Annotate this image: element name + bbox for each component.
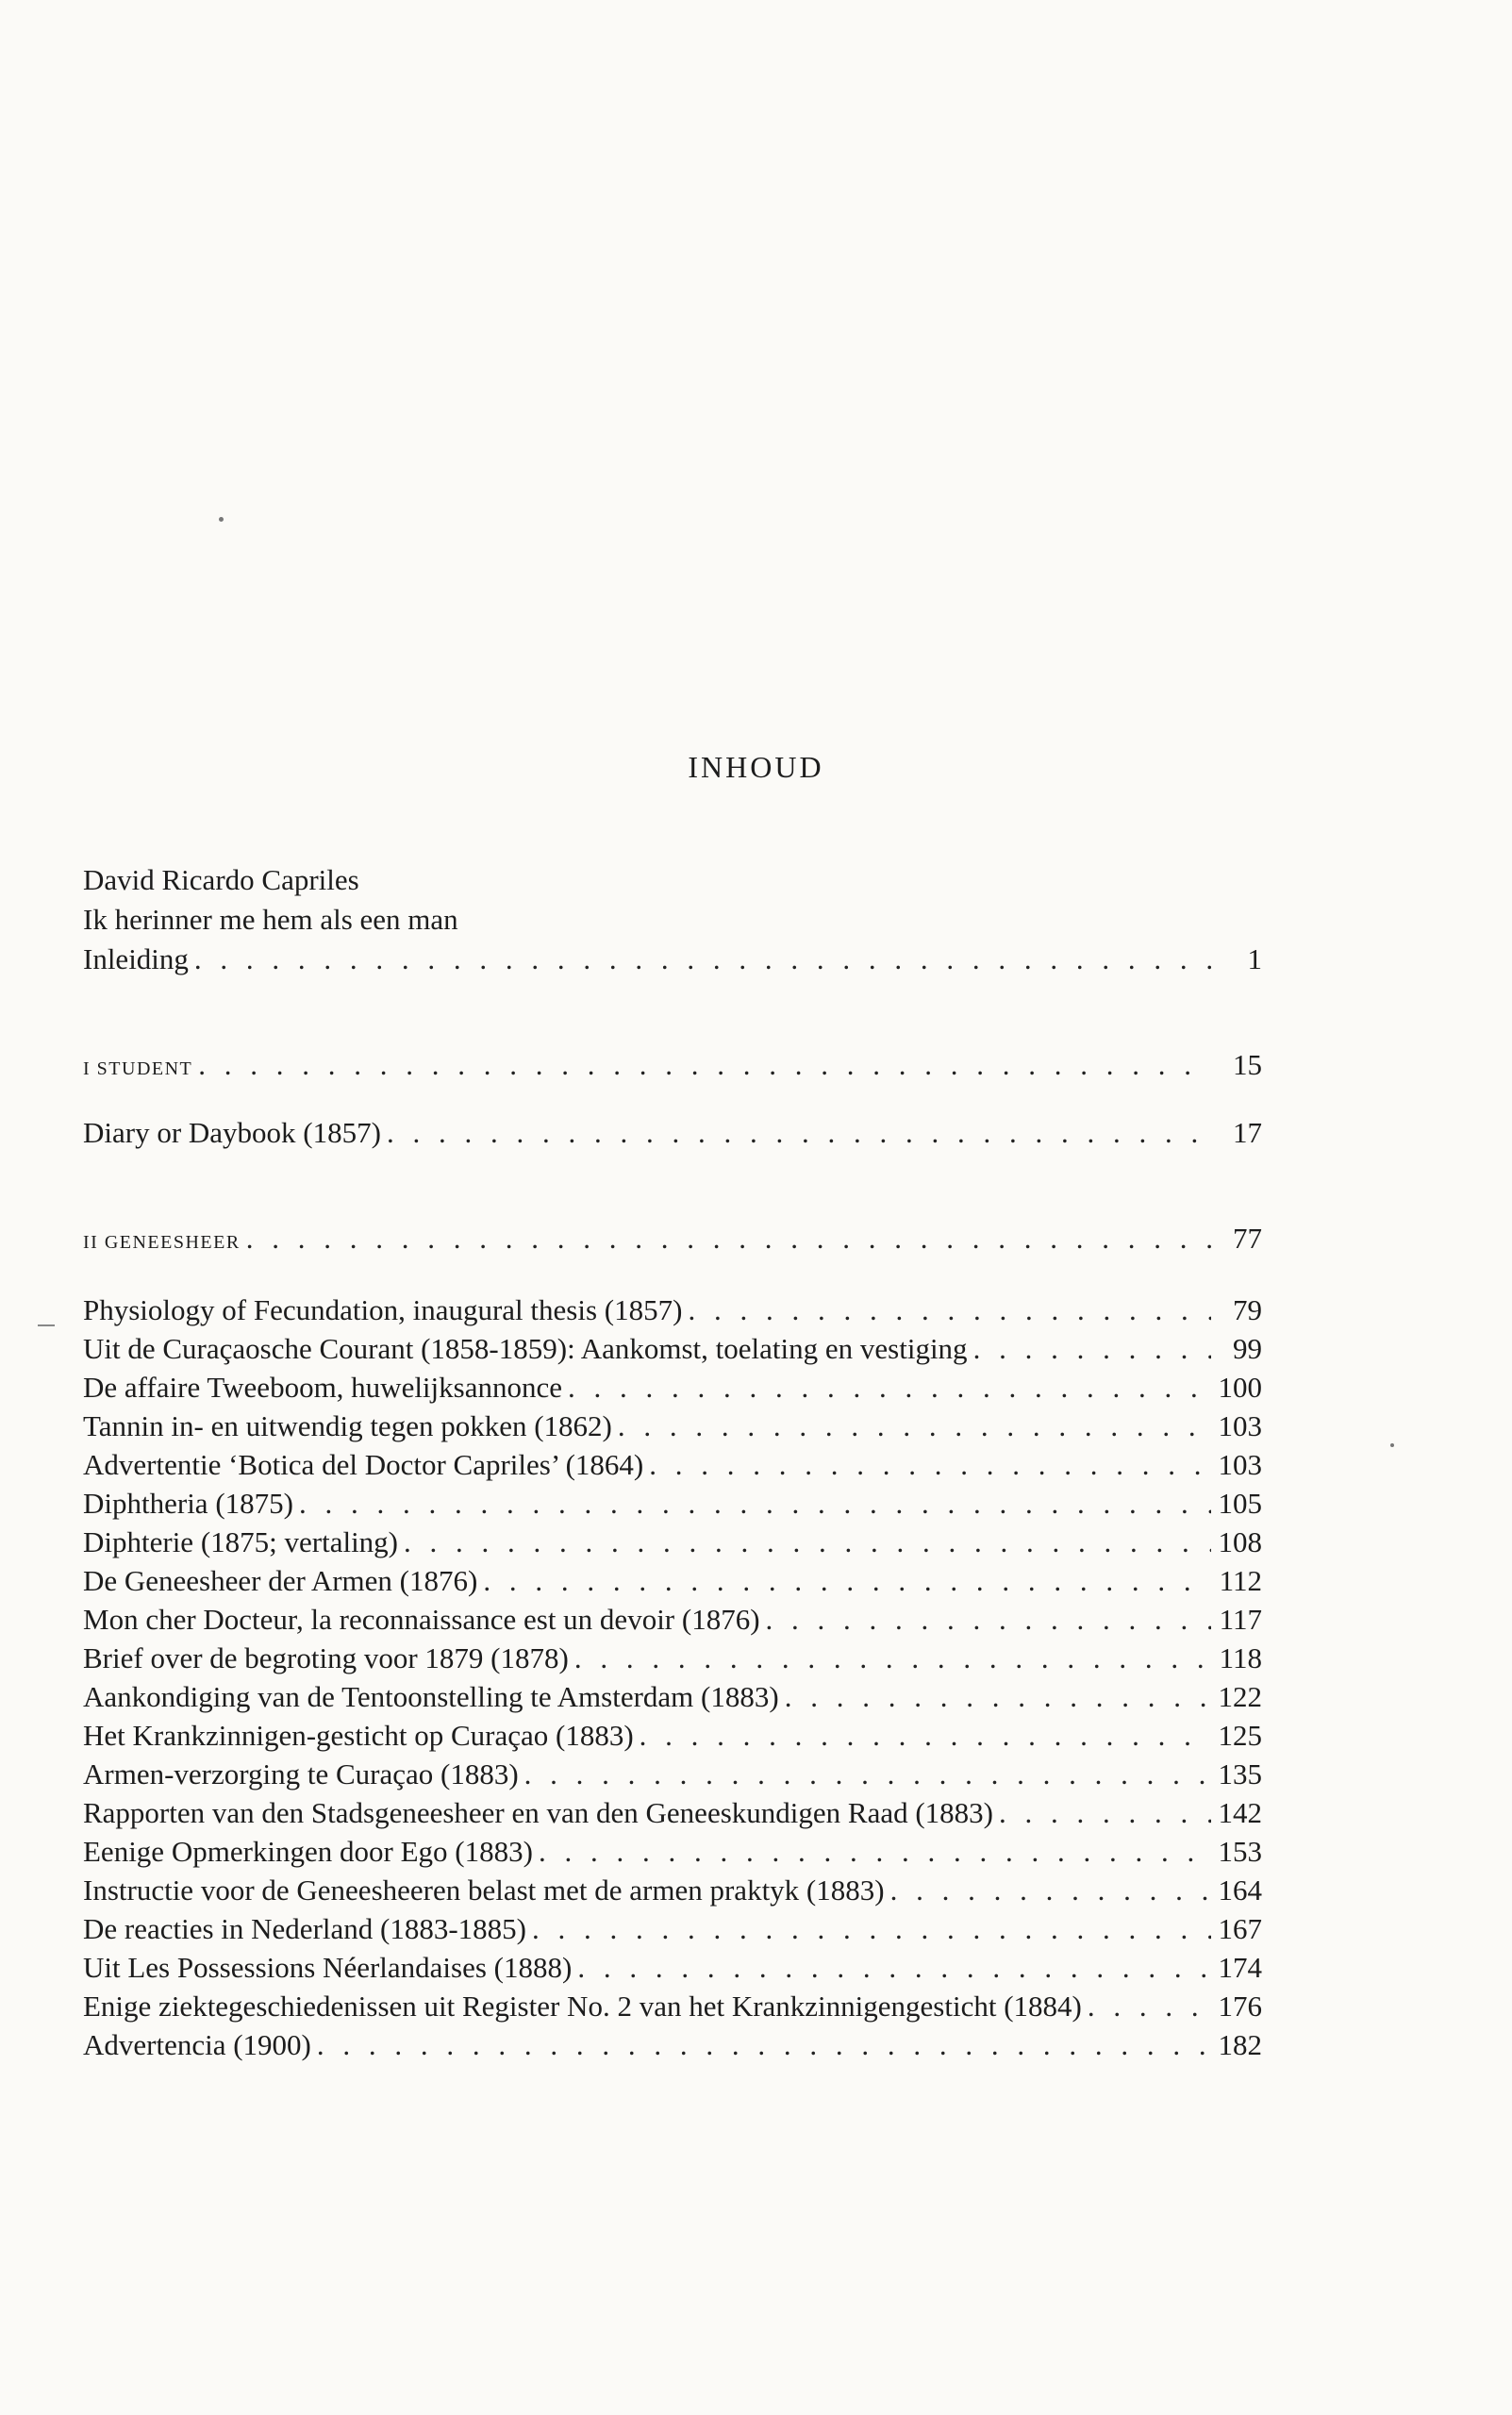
toc-entry-title: Uit de Curaçaosche Courant (1858-1859): Aankomst, toelating en vestiging <box>83 1329 973 1369</box>
toc-entry-page: 153 <box>1211 1832 1262 1872</box>
toc-entry-title: Mon cher Docteur, la reconnaissance est un devoir (1876) <box>83 1600 766 1640</box>
toc-entry <box>83 940 1262 979</box>
toc-entry-page: 176 <box>1211 1987 1262 2026</box>
toc-entry <box>83 1113 1262 1153</box>
dot-leader <box>539 1832 1211 1872</box>
toc-entry-page: 122 <box>1211 1677 1262 1717</box>
page-title: INHOUD <box>688 750 824 784</box>
toc-entry <box>83 1793 1262 1833</box>
toc-entry <box>83 1484 1262 1524</box>
toc-entry <box>83 1329 1262 1369</box>
dot-leader <box>483 1561 1211 1601</box>
dot-leader <box>387 1113 1211 1153</box>
dot-leader <box>299 1484 1211 1524</box>
paper-speck <box>1390 1443 1394 1447</box>
section-heading <box>83 1045 1262 1085</box>
toc-entry-page: 125 <box>1211 1716 1262 1756</box>
toc-entry-page: 100 <box>1211 1368 1262 1407</box>
section-heading <box>83 1219 1262 1258</box>
dot-leader <box>532 1909 1211 1949</box>
toc-entry-page: 112 <box>1211 1561 1262 1601</box>
toc-entry-title: De affaire Tweeboom, huwelijksannonce <box>83 1368 568 1407</box>
toc-entry <box>83 1445 1262 1485</box>
margin-mark <box>38 1324 55 1326</box>
toc-entry-page: 105 <box>1211 1484 1262 1524</box>
toc-entry-page: 118 <box>1211 1639 1262 1678</box>
toc-entry <box>83 1523 1262 1562</box>
toc-entry-title: Uit Les Possessions Néerlandaises (1888) <box>83 1948 577 1988</box>
section-heading-page: 15 <box>1211 1045 1262 1085</box>
section-heading-title: II GENEESHEER <box>83 1223 246 1262</box>
toc-entry-page: 164 <box>1211 1871 1262 1910</box>
dot-leader <box>568 1368 1211 1407</box>
toc-entry-title: De reacties in Nederland (1883-1885) <box>83 1909 532 1949</box>
toc-entry-page: 99 <box>1211 1329 1262 1369</box>
toc-entry-page: 135 <box>1211 1755 1262 1794</box>
toc-entry-title: Inleiding <box>83 940 194 979</box>
toc-entry-page: 174 <box>1211 1948 1262 1988</box>
toc-entry-title: Enige ziektegeschiedenissen uit Register No. 2 van het Krankzinnigengesticht (1884) <box>83 1987 1088 2026</box>
toc-entry-page: 167 <box>1211 1909 1262 1949</box>
toc-entry <box>83 860 1262 900</box>
dot-leader <box>524 1755 1211 1794</box>
dot-leader <box>973 1329 1211 1369</box>
toc-entry-title: Armen-verzorging te Curaçao (1883) <box>83 1755 524 1794</box>
toc-entry-title: Eenige Opmerkingen door Ego (1883) <box>83 1832 539 1872</box>
toc-entry <box>83 1368 1262 1407</box>
toc-entry-title: Instructie voor de Geneesheeren belast met de armen praktyk (1883) <box>83 1871 890 1910</box>
toc-entry <box>83 1677 1262 1717</box>
toc-entry-title: De Geneesheer der Armen (1876) <box>83 1561 483 1601</box>
toc-entry-page: 79 <box>1211 1291 1262 1330</box>
toc-entry-title: Physiology of Fecundation, inaugural thesis (1857) <box>83 1291 688 1330</box>
paper-speck <box>219 517 224 522</box>
section-heading-title: I STUDENT <box>83 1049 198 1089</box>
dot-leader <box>890 1871 1211 1910</box>
toc-entry-title: Advertentie ‘Botica del Doctor Capriles’ (1864) <box>83 1445 649 1485</box>
dot-leader <box>577 1948 1211 1988</box>
toc-entry <box>83 1948 1262 1988</box>
toc-entry-page: 117 <box>1211 1600 1262 1640</box>
toc-entry-title: David Ricardo Capriles <box>83 860 365 900</box>
toc-entry-title: Diphterie (1875; vertaling) <box>83 1523 404 1562</box>
dot-leader <box>649 1445 1211 1485</box>
toc-entry-title: Rapporten van den Stadsgeneesheer en van den Geneeskundigen Raad (1883) <box>83 1793 999 1833</box>
toc-entry <box>83 1832 1262 1872</box>
toc-entry <box>83 1987 1262 2026</box>
dot-leader <box>404 1523 1211 1562</box>
toc-entry-title: Aankondiging van de Tentoonstelling te Amsterdam (1883) <box>83 1677 785 1717</box>
toc-entry <box>83 1909 1262 1949</box>
dot-leader <box>766 1600 1211 1640</box>
dot-leader <box>688 1291 1211 1330</box>
toc-entry <box>83 900 1262 940</box>
toc-entry <box>83 1639 1262 1678</box>
dot-leader <box>999 1793 1211 1833</box>
dot-leader <box>198 1045 1211 1085</box>
dot-leader <box>785 1677 1211 1717</box>
toc-entry-title: Diary or Daybook (1857) <box>83 1113 387 1153</box>
toc-entry-page: 17 <box>1211 1113 1262 1153</box>
dot-leader <box>618 1407 1211 1446</box>
dot-leader <box>194 940 1211 979</box>
toc-entry-page: 1 <box>1211 940 1262 979</box>
dot-leader <box>574 1639 1211 1678</box>
toc-entry <box>83 2025 1262 2065</box>
toc-entry <box>83 1407 1262 1446</box>
toc-entry-title: Advertencia (1900) <box>83 2025 317 2065</box>
toc-entry <box>83 1600 1262 1640</box>
toc-entry-page: 103 <box>1211 1407 1262 1446</box>
dot-leader <box>246 1219 1211 1258</box>
toc-entry-title: Tannin in- en uitwendig tegen pokken (1862) <box>83 1407 618 1446</box>
toc-entry-page: 182 <box>1211 2025 1262 2065</box>
toc-entry <box>83 1291 1262 1330</box>
toc-entry-title: Brief over de begroting voor 1879 (1878) <box>83 1639 574 1678</box>
dot-leader <box>1088 1987 1211 2026</box>
toc-entry-page: 103 <box>1211 1445 1262 1485</box>
toc-entry-title: Het Krankzinnigen-gesticht op Curaçao (1883) <box>83 1716 640 1756</box>
toc-entry-page: 142 <box>1211 1793 1262 1833</box>
toc-entry-page: 108 <box>1211 1523 1262 1562</box>
dot-leader <box>317 2025 1211 2065</box>
dot-leader <box>640 1716 1211 1756</box>
toc-entry <box>83 1755 1262 1794</box>
toc-entry-title: Diphtheria (1875) <box>83 1484 299 1524</box>
section-heading-page: 77 <box>1211 1219 1262 1258</box>
toc-entry <box>83 1871 1262 1910</box>
toc-entry-title: Ik herinner me hem als een man <box>83 900 464 940</box>
toc-entry <box>83 1561 1262 1601</box>
toc-entry <box>83 1716 1262 1756</box>
